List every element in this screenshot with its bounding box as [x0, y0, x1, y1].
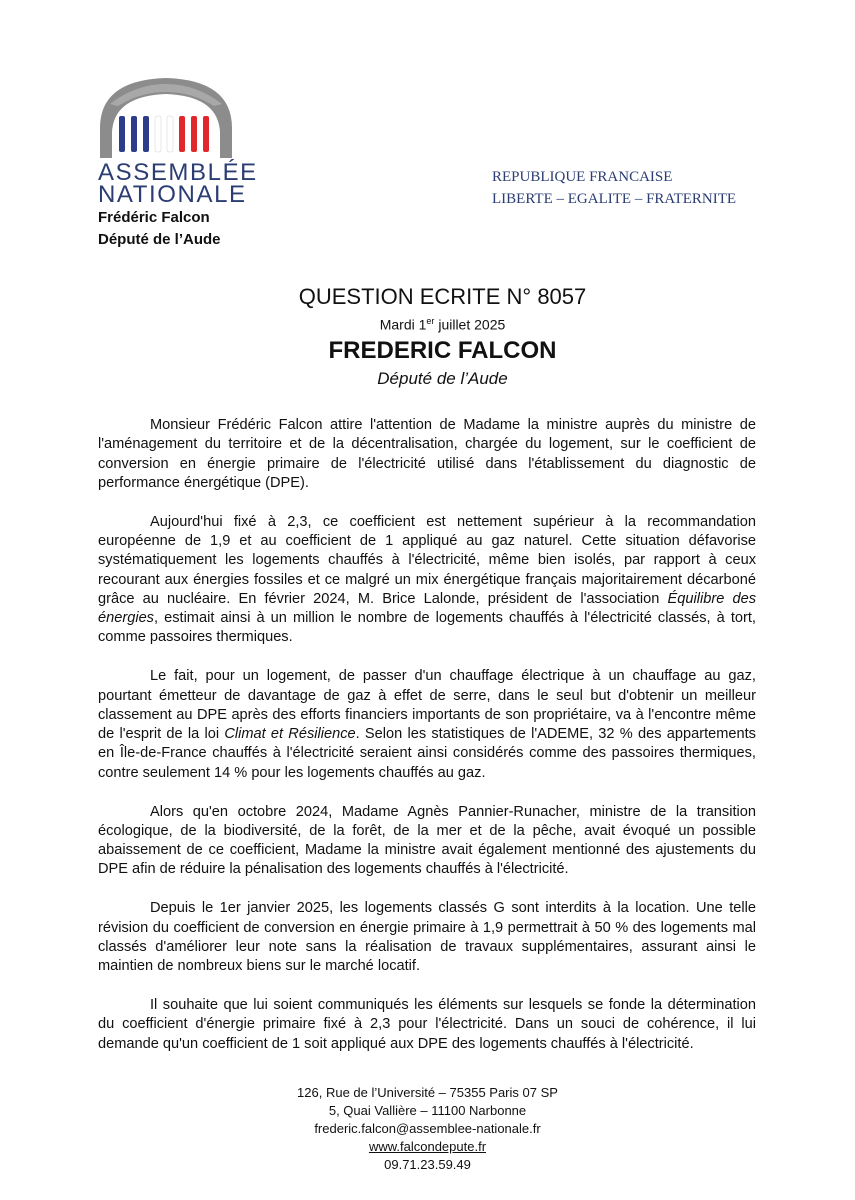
motto-line: LIBERTE – EGALITE – FRATERNITE: [492, 191, 737, 207]
deputy-role: Député de l’Aude: [98, 231, 221, 248]
assemblee-nationale-logo-icon: [96, 74, 236, 162]
paragraph: Il souhaite que lui soient communiqués les éléments sur lesquels se fonde la détermination du coefficient d'énergie primaire fixé à 2,3 pour l'électricité. Dans un souci de cohérence, il lui demande qu'un coefficient de 1 soit appliqué aux DPE des logements chauffés à l'électricité.: [98, 996, 756, 1052]
paragraph-text: , estimait ainsi à un million le nombre de logements chauffés à l'électricité classés, à tort, comme passoires thermiques.: [98, 610, 756, 646]
date-suffix: juillet 2025: [434, 316, 506, 333]
republic-line: REPUBLIQUE FRANCAISE: [492, 169, 673, 185]
paragraph-text: Le fait, pour un logement, de passer d'un chauffage électrique à un chauffage au gaz, pourtant émetteur de davantage de gaz à effet de serre, dans le seul but d'obtenir un meilleur classement au DPE après des efforts financiers importants de son propriétaire, va à l'encontre même de l'esprit de la loi: [98, 668, 756, 743]
question-date: [30, 312, 855, 334]
question-body: [98, 416, 756, 1073]
paragraph-text: Aujourd'hui fixé à 2,3, ce coefficient est nettement supérieur à la recommandation européenne de 1,9 et au coefficient de 1 appliqué au gaz naturel. Cette situation défavorise systématiquement les logements chauffés à l'électricité, même bien isolés, par rapport à ceux recourant aux énergies fossiles et ce malgré un mix énergétique français majoritairement décarboné grâce au nucléaire. En février 2024, M. Brice Lalonde, président de l'association: [98, 513, 756, 607]
logo-line-assemblee: ASSEMBLÉE: [98, 159, 258, 186]
republic-motto: [492, 166, 736, 210]
website-link[interactable]: www.falcondepute.fr: [368, 1139, 487, 1154]
question-title: QUESTION ECRITE N° 8057: [298, 284, 587, 309]
email-address[interactable]: frederic.falcon@assemblee-nationale.fr: [314, 1121, 541, 1136]
law-name: Climat et Résilience: [224, 726, 356, 743]
date-sup: er: [426, 316, 435, 326]
question-author-role: Député de l’Aude: [377, 368, 508, 388]
paragraph: Depuis le 1er janvier 2025, les logements classés G sont interdits à la location. Une telle révision du coefficient de conversion en énergie primaire à 1,9 permettrait à 50 % des logements mal classés d'améliorer leur note sans la réalisation de travaux supplémentaires, assurant ainsi le maintien de nombreux biens sur le marché locatif.: [98, 900, 756, 975]
question-heading: [0, 282, 855, 390]
association-name: Équilibre des énergies: [98, 590, 756, 627]
paragraph: [98, 513, 756, 648]
contact-footer: [0, 1084, 855, 1174]
deputy-name: Frédéric Falcon: [98, 209, 210, 226]
question-author: FREDERIC FALCON: [328, 336, 557, 364]
paragraph-text: . Selon les statistiques de l'ADEME, 32 % des appartements en Île-de-France chauffés à l'électricité seraient ainsi considérés comme des passoires thermiques, contre seulement 14 % pour les logements chauffés au gaz.: [98, 726, 756, 781]
address-paris: 126, Rue de l’Université – 75355 Paris 07 SP: [297, 1085, 558, 1100]
assemblee-nationale-logo: [96, 74, 258, 208]
address-narbonne: 5, Quai Vallière – 11100 Narbonne: [328, 1103, 527, 1118]
paragraph: Alors qu'en octobre 2024, Madame Agnès Pannier-Runacher, ministre de la transition écologique, de la biodiversité, de la forêt, de la mer et de la pêche, avait évoqué un possible abaissement de ce coefficient, Madame la ministre avait également mentionné des ajustements du DPE afin de réduire la pénalisation des logements chauffés à l'électricité.: [98, 803, 756, 878]
phone-number: 09.71.23.59.49: [384, 1157, 471, 1172]
deputy-block: [98, 207, 221, 251]
paragraph: Monsieur Frédéric Falcon attire l'attention de Madame la ministre auprès du ministre de l'aménagement du territoire et de la décentralisation, chargée du logement, sur le coefficient de conversion en énergie primaire de l'électricité utilisé dans l'établissement du diagnostic de performance énergétique (DPE).: [98, 417, 756, 491]
logo-line-nationale: NATIONALE: [98, 181, 247, 208]
paragraph: [98, 667, 756, 783]
date-prefix: Mardi 1: [379, 316, 427, 333]
